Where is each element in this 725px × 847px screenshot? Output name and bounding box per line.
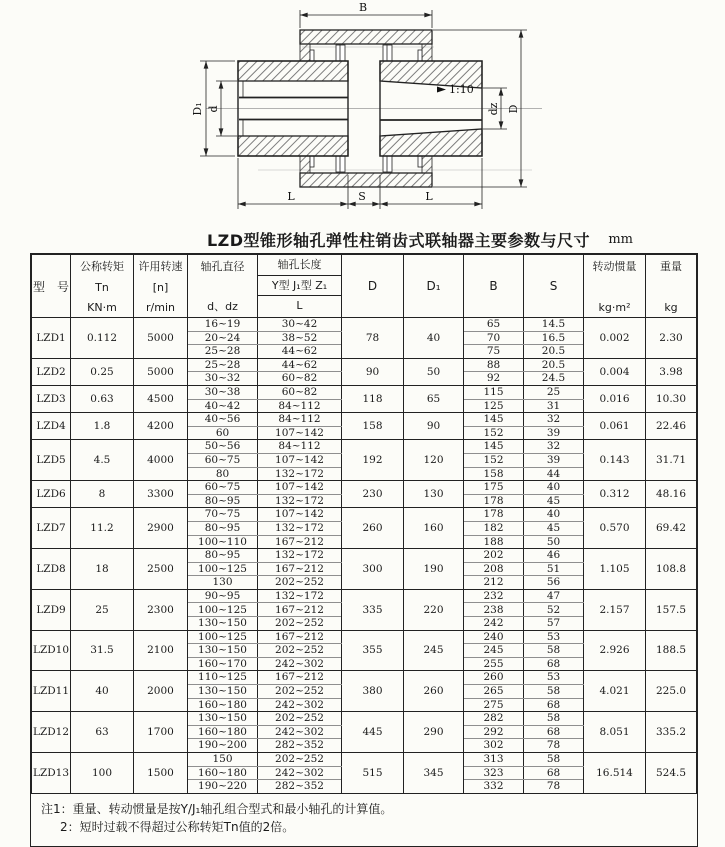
cell-len: 132~172 [258, 467, 342, 481]
sleeve-top-band [300, 30, 432, 44]
cell-scol: 46 [524, 549, 584, 563]
table-row [32, 712, 697, 726]
cell-speed: 2100 [134, 630, 188, 671]
cell-bcol: 240 [464, 630, 524, 644]
table-header [32, 255, 697, 318]
cell-dia: 130~150 [188, 685, 258, 699]
table-row [32, 358, 697, 372]
cell-inertia: 0.570 [584, 508, 646, 549]
cell-dia: 60~75 [188, 453, 258, 467]
cell-dia: 16~19 [188, 318, 258, 332]
cell-dcol: 380 [342, 671, 404, 712]
cell-weight: 188.5 [646, 630, 697, 671]
table-row [32, 385, 697, 399]
cell-dia: 80~95 [188, 521, 258, 535]
cell-d1col: 40 [404, 318, 464, 359]
cell-dia: 130~150 [188, 617, 258, 631]
cell-scol: 45 [524, 494, 584, 508]
header-D: D [342, 255, 404, 318]
cell-len: 107~142 [258, 426, 342, 440]
cell-len: 132~172 [258, 589, 342, 603]
cell-dia: 80~95 [188, 549, 258, 563]
cell-d1col: 90 [404, 413, 464, 440]
cell-inertia: 4.021 [584, 671, 646, 712]
header-model: 型 号 [32, 255, 71, 318]
cell-speed: 2000 [134, 671, 188, 712]
cell-dia: 130~150 [188, 644, 258, 658]
cell-speed: 5000 [134, 318, 188, 359]
header-speed: 许用转速 [n] r/min [134, 255, 188, 318]
header-D1: D₁ [404, 255, 464, 318]
cell-model: LZD13 [32, 753, 71, 794]
cell-len: 167~212 [258, 603, 342, 617]
cell-scol: 68 [524, 766, 584, 780]
cell-d1col: 190 [404, 549, 464, 590]
dim-label-B: B [358, 1, 368, 14]
cell-weight: 335.2 [646, 712, 697, 753]
sleeve-wall [422, 44, 432, 61]
cell-dia: 190~220 [188, 780, 258, 794]
cell-dia: 110~125 [188, 671, 258, 685]
cell-dia: 100~125 [188, 562, 258, 576]
pin-step [310, 156, 314, 167]
pin [336, 156, 345, 172]
unit-label: mm [608, 232, 633, 247]
cell-inertia: 2.926 [584, 630, 646, 671]
dim-label-L-right: L [425, 190, 433, 203]
cell-inertia: 2.157 [584, 589, 646, 630]
cell-torque: 1.8 [71, 413, 134, 440]
cell-model: LZD6 [32, 481, 71, 508]
cell-bcol: 182 [464, 521, 524, 535]
cell-torque: 0.112 [71, 318, 134, 359]
table-row [32, 481, 697, 495]
cell-inertia: 0.004 [584, 358, 646, 385]
cell-scol: 24.5 [524, 372, 584, 386]
cell-weight: 2.30 [646, 318, 697, 359]
cell-dcol: 515 [342, 753, 404, 794]
cell-dia: 40~42 [188, 399, 258, 413]
cell-bcol: 238 [464, 603, 524, 617]
cell-d1col: 220 [404, 589, 464, 630]
cell-bcol: 145 [464, 440, 524, 454]
cell-bcol: 88 [464, 358, 524, 372]
cell-bcol: 302 [464, 739, 524, 753]
cell-bcol: 158 [464, 467, 524, 481]
cell-torque: 31.5 [71, 630, 134, 671]
dim-label-D1: D₁ [191, 102, 204, 116]
pin [336, 45, 345, 61]
cell-scol: 52 [524, 603, 584, 617]
cell-scol: 68 [524, 657, 584, 671]
cell-speed: 2300 [134, 589, 188, 630]
cell-len: 132~172 [258, 494, 342, 508]
cell-scol: 39 [524, 453, 584, 467]
cell-model: LZD7 [32, 508, 71, 549]
cell-len: 202~252 [258, 685, 342, 699]
pin-step [418, 156, 422, 167]
cell-bcol: 260 [464, 671, 524, 685]
note-1: 注1：重量、转动惯量是按Y/J₁轴孔组合型式和最小轴孔的计算值。 [41, 801, 393, 816]
cell-len: 202~252 [258, 644, 342, 658]
cell-weight: 225.0 [646, 671, 697, 712]
taper-arrow-icon [437, 87, 446, 93]
cell-dia: 50~56 [188, 440, 258, 454]
cell-len: 132~172 [258, 549, 342, 563]
cell-scol: 56 [524, 576, 584, 590]
cell-dia: 160~180 [188, 698, 258, 712]
cell-bcol: 152 [464, 453, 524, 467]
cell-model: LZD12 [32, 712, 71, 753]
cell-bcol: 202 [464, 549, 524, 563]
cell-torque: 18 [71, 549, 134, 590]
cell-torque: 40 [71, 671, 134, 712]
header-S: S [524, 255, 584, 318]
cell-scol: 68 [524, 698, 584, 712]
cell-dcol: 335 [342, 589, 404, 630]
cell-scol: 20.5 [524, 358, 584, 372]
cell-dia: 190~200 [188, 739, 258, 753]
cell-bcol: 208 [464, 562, 524, 576]
cell-scol: 44 [524, 467, 584, 481]
cell-len: 242~302 [258, 766, 342, 780]
cell-bcol: 275 [464, 698, 524, 712]
header-inertia: 转动惯量 kg·m² [584, 255, 646, 318]
cell-torque: 0.63 [71, 385, 134, 412]
cell-torque: 11.2 [71, 508, 134, 549]
cell-inertia: 0.312 [584, 481, 646, 508]
cell-scol: 68 [524, 725, 584, 739]
dim-label-L-left: L [287, 190, 295, 203]
cell-dia: 160~180 [188, 766, 258, 780]
cell-bcol: 332 [464, 780, 524, 794]
cell-len: 107~142 [258, 508, 342, 522]
cell-weight: 3.98 [646, 358, 697, 385]
cell-torque: 4.5 [71, 440, 134, 481]
cell-len: 242~302 [258, 698, 342, 712]
cell-model: LZD2 [32, 358, 71, 385]
cell-torque: 63 [71, 712, 134, 753]
pin [383, 156, 392, 172]
cell-bcol: 125 [464, 399, 524, 413]
cell-d1col: 260 [404, 671, 464, 712]
cell-d1col: 130 [404, 481, 464, 508]
cell-scol: 78 [524, 739, 584, 753]
header-torque: 公称转矩 Tn KN·m [71, 255, 134, 318]
cell-weight: 524.5 [646, 753, 697, 794]
table-row [32, 508, 697, 522]
cell-dia: 100~125 [188, 630, 258, 644]
cell-len: 167~212 [258, 562, 342, 576]
cell-len: 38~52 [258, 331, 342, 345]
cell-len: 44~62 [258, 345, 342, 359]
title-row [0, 228, 725, 252]
cell-scol: 32 [524, 413, 584, 427]
cell-bcol: 75 [464, 345, 524, 359]
table-row [32, 413, 697, 427]
table-row [32, 318, 697, 332]
cell-bcol: 245 [464, 644, 524, 658]
cell-len: 60~82 [258, 385, 342, 399]
cell-dia: 90~95 [188, 589, 258, 603]
cell-dia: 80 [188, 467, 258, 481]
cell-torque: 25 [71, 589, 134, 630]
cell-d1col: 345 [404, 753, 464, 794]
cell-d1col: 160 [404, 508, 464, 549]
cell-model: LZD9 [32, 589, 71, 630]
cell-dia: 70~75 [188, 508, 258, 522]
dim-label-D: D [507, 104, 520, 114]
cell-len: 30~42 [258, 318, 342, 332]
cell-scol: 51 [524, 562, 584, 576]
cell-speed: 1500 [134, 753, 188, 794]
cell-bcol: 242 [464, 617, 524, 631]
cell-bcol: 265 [464, 685, 524, 699]
cell-model: LZD5 [32, 440, 71, 481]
cell-model: LZD1 [32, 318, 71, 359]
cell-d1col: 120 [404, 440, 464, 481]
cell-dcol: 78 [342, 318, 404, 359]
cell-model: LZD10 [32, 630, 71, 671]
cell-len: 202~252 [258, 617, 342, 631]
pin-step [310, 50, 314, 61]
cell-scol: 57 [524, 617, 584, 631]
cell-weight: 10.30 [646, 385, 697, 412]
cell-weight: 48.16 [646, 481, 697, 508]
cell-scol: 20.5 [524, 345, 584, 359]
header-bore-diameter: 轴孔直径 d、dz [188, 255, 258, 318]
cell-bcol: 65 [464, 318, 524, 332]
cell-dia: 100~110 [188, 535, 258, 549]
cell-torque: 0.25 [71, 358, 134, 385]
cell-scol: 14.5 [524, 318, 584, 332]
cell-len: 132~172 [258, 521, 342, 535]
footnotes [31, 794, 697, 846]
cell-len: 167~212 [258, 671, 342, 685]
cell-model: LZD8 [32, 549, 71, 590]
cell-scol: 40 [524, 508, 584, 522]
cell-len: 202~252 [258, 576, 342, 590]
coupling-section-drawing [0, 0, 725, 232]
cell-len: 167~212 [258, 630, 342, 644]
cell-dia: 60~75 [188, 481, 258, 495]
cell-bcol: 115 [464, 385, 524, 399]
cell-bcol: 70 [464, 331, 524, 345]
cell-dia: 25~28 [188, 358, 258, 372]
cell-dia: 25~28 [188, 345, 258, 359]
cell-dcol: 355 [342, 630, 404, 671]
cell-len: 202~252 [258, 712, 342, 726]
table-body [32, 318, 697, 794]
cell-dia: 40~56 [188, 413, 258, 427]
sleeve-bottom-band [300, 173, 432, 187]
cell-speed: 4200 [134, 413, 188, 440]
cell-scol: 16.5 [524, 331, 584, 345]
cell-inertia: 1.105 [584, 549, 646, 590]
cell-bcol: 323 [464, 766, 524, 780]
cell-len: 202~252 [258, 753, 342, 767]
cell-weight: 69.42 [646, 508, 697, 549]
cell-dia: 100~125 [188, 603, 258, 617]
cell-len: 107~142 [258, 453, 342, 467]
sleeve-wall [300, 44, 310, 61]
cell-bcol: 232 [464, 589, 524, 603]
cell-d1col: 290 [404, 712, 464, 753]
cell-bcol: 178 [464, 494, 524, 508]
sleeve-wall [422, 156, 432, 173]
cell-model: LZD3 [32, 385, 71, 412]
table-row [32, 440, 697, 454]
cell-bcol: 145 [464, 413, 524, 427]
pin [383, 45, 392, 61]
cell-d1col: 65 [404, 385, 464, 412]
cell-len: 107~142 [258, 481, 342, 495]
cell-scol: 32 [524, 440, 584, 454]
sleeve-wall [300, 156, 310, 173]
cell-inertia: 16.514 [584, 753, 646, 794]
header-B: B [464, 255, 524, 318]
cell-bcol: 313 [464, 753, 524, 767]
table-row [32, 549, 697, 563]
cell-len: 282~352 [258, 780, 342, 794]
cell-bcol: 212 [464, 576, 524, 590]
cell-bcol: 178 [464, 508, 524, 522]
spec-table [31, 254, 697, 794]
cell-d1col: 245 [404, 630, 464, 671]
cell-dia: 30~38 [188, 385, 258, 399]
cell-dia: 80~95 [188, 494, 258, 508]
cell-speed: 2900 [134, 508, 188, 549]
cell-scol: 78 [524, 780, 584, 794]
cell-len: 60~82 [258, 372, 342, 386]
cell-bcol: 292 [464, 725, 524, 739]
table-row [32, 753, 697, 767]
cell-dia: 150 [188, 753, 258, 767]
cell-scol: 58 [524, 712, 584, 726]
dim-label-d: d [207, 105, 220, 113]
dim-label-S: S [358, 190, 366, 203]
cell-speed: 5000 [134, 358, 188, 385]
pin-step [418, 50, 422, 61]
cell-inertia: 0.002 [584, 318, 646, 359]
cell-torque: 100 [71, 753, 134, 794]
cell-scol: 25 [524, 385, 584, 399]
right-hub-bottom-wall [380, 129, 482, 156]
page-title: LZD型锥形轴孔弹性柱销齿式联轴器主要参数与尺寸 [206, 231, 591, 250]
cell-scol: 58 [524, 753, 584, 767]
cell-scol: 47 [524, 589, 584, 603]
cell-dcol: 192 [342, 440, 404, 481]
cell-inertia: 0.016 [584, 385, 646, 412]
cell-speed: 1700 [134, 712, 188, 753]
coupling-drawing-svg [0, 0, 725, 228]
left-hub-top-wall [238, 61, 348, 81]
cell-dia: 130~150 [188, 712, 258, 726]
cell-bcol: 152 [464, 426, 524, 440]
cell-dia: 30~32 [188, 372, 258, 386]
cell-scol: 58 [524, 685, 584, 699]
cell-scol: 53 [524, 671, 584, 685]
cell-len: 44~62 [258, 358, 342, 372]
cell-len: 84~112 [258, 440, 342, 454]
cell-dia: 160~170 [188, 657, 258, 671]
cell-bcol: 282 [464, 712, 524, 726]
cell-len: 84~112 [258, 413, 342, 427]
note-2: 2：短时过载不得超过公称转矩Tn值的2倍。 [60, 820, 295, 835]
cell-len: 242~302 [258, 725, 342, 739]
cell-weight: 157.5 [646, 589, 697, 630]
cell-model: LZD11 [32, 671, 71, 712]
cell-len: 84~112 [258, 399, 342, 413]
cell-scol: 39 [524, 426, 584, 440]
cell-weight: 22.46 [646, 413, 697, 440]
cell-bcol: 188 [464, 535, 524, 549]
cell-dcol: 260 [342, 508, 404, 549]
cell-scol: 40 [524, 481, 584, 495]
cell-scol: 50 [524, 535, 584, 549]
cell-scol: 58 [524, 644, 584, 658]
cell-len: 282~352 [258, 739, 342, 753]
cell-scol: 53 [524, 630, 584, 644]
cell-inertia: 0.143 [584, 440, 646, 481]
cell-bcol: 255 [464, 657, 524, 671]
dim-label-dz: dz [487, 102, 500, 116]
header-weight: 重量 kg [646, 255, 697, 318]
cell-torque: 8 [71, 481, 134, 508]
cell-dcol: 118 [342, 385, 404, 412]
table-row [32, 589, 697, 603]
header-bore-length: 轴孔长度 Y型 J₁型 Z₁ L [258, 255, 342, 318]
cell-inertia: 0.061 [584, 413, 646, 440]
cell-scol: 45 [524, 521, 584, 535]
table-row [32, 671, 697, 685]
cell-dcol: 300 [342, 549, 404, 590]
cell-dcol: 90 [342, 358, 404, 385]
left-hub-bottom-wall [238, 136, 348, 156]
cell-speed: 4000 [134, 440, 188, 481]
cell-bcol: 92 [464, 372, 524, 386]
cell-len: 242~302 [258, 657, 342, 671]
cell-dia: 160~180 [188, 725, 258, 739]
cell-model: LZD4 [32, 413, 71, 440]
cell-scol: 31 [524, 399, 584, 413]
cell-weight: 108.8 [646, 549, 697, 590]
cell-dia: 20~24 [188, 331, 258, 345]
cell-bcol: 175 [464, 481, 524, 495]
cell-weight: 31.71 [646, 440, 697, 481]
cell-dcol: 158 [342, 413, 404, 440]
table-row [32, 630, 697, 644]
cell-len: 167~212 [258, 535, 342, 549]
taper-label: 1:10 [449, 83, 474, 96]
cell-speed: 2500 [134, 549, 188, 590]
cell-dcol: 445 [342, 712, 404, 753]
cell-dia: 130 [188, 576, 258, 590]
cell-speed: 3300 [134, 481, 188, 508]
cell-inertia: 8.051 [584, 712, 646, 753]
cell-speed: 4500 [134, 385, 188, 412]
cell-dia: 60 [188, 426, 258, 440]
cell-dcol: 230 [342, 481, 404, 508]
cell-d1col: 50 [404, 358, 464, 385]
spec-table-frame [30, 253, 698, 847]
